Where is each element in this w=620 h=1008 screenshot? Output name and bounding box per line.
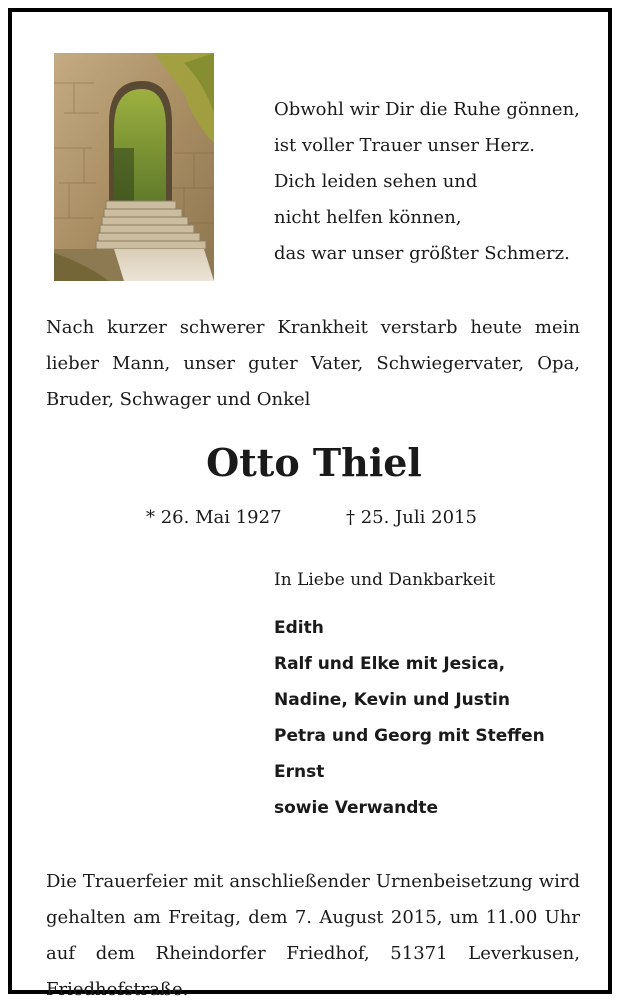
death-date: † 25. Juli 2015 [346,507,477,528]
poem [274,92,580,272]
family-member: Ralf und Elke mit Jesica, [274,654,506,674]
family-member: Edith [274,618,324,638]
family-member: Nadine, Kevin und Justin [274,690,510,710]
poem-line: das war unser größter Schmerz. [274,243,570,264]
thanks-line: In Liebe und Dankbarkeit [274,570,496,590]
poem-line: ist voller Trauer unser Herz. [274,135,535,156]
family-list [274,610,545,826]
family-member: sowie Verwandte [274,798,439,818]
funeral-info: Die Trauerfeier mit anschließender Urnenbeisetzung wird gehalten am Freitag, dem 7. August 2015, um 11.00 Uhr auf dem Rheindorfer Friedhof, 51371 Leverkusen, Friedhofstraße. [46,871,580,1000]
poem-line: Obwohl wir Dir die Ruhe gönnen, [274,99,580,120]
poem-line: nicht helfen können, [274,207,462,228]
poem-line: Dich leiden sehen und [274,171,478,192]
archway-photo [54,53,214,281]
stone-archway-icon [54,53,214,281]
deceased-name: Otto Thiel [206,440,422,485]
death-announcement-text: Nach kurzer schwerer Krankheit verstarb heute mein lieber Mann, unser guter Vater, Schwiegervater, Opa, Bruder, Schwager und Onkel [46,317,580,410]
family-member: Ernst [274,762,325,782]
birth-date: * 26. Mai 1927 [146,507,282,528]
obituary-frame [8,8,612,1000]
family-member: Petra und Georg mit Steffen [274,726,545,746]
